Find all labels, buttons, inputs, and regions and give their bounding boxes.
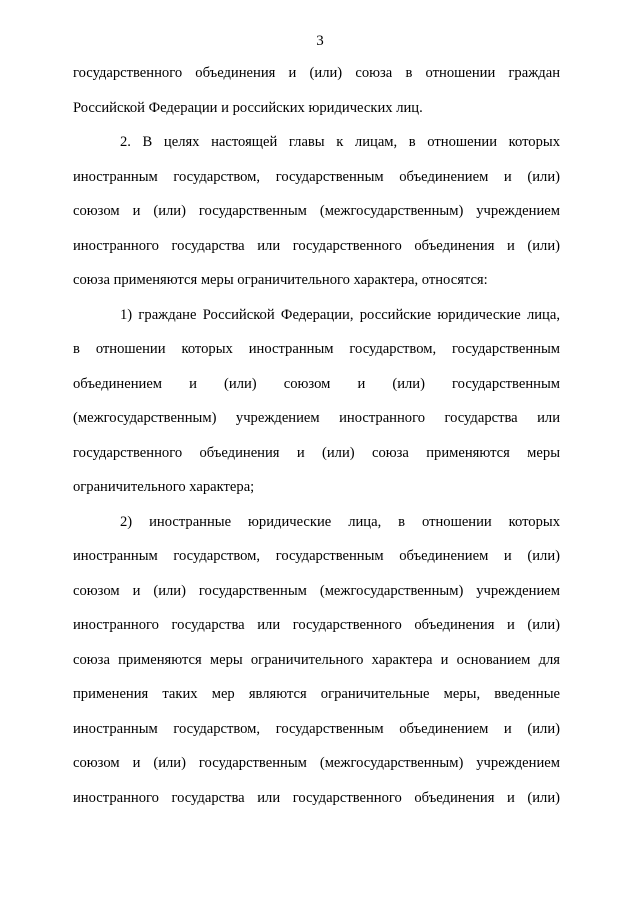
page-number: 3 <box>316 33 324 49</box>
text-line: союзом и (или) государственным (межгосударственным) учреждением <box>73 755 560 771</box>
text-line: союзом и (или) государственным (межгосударственным) учреждением <box>73 203 560 219</box>
text-line: союза применяются меры ограничительного характера и основанием для <box>73 651 560 668</box>
text-line: 2. В целях настоящей главы к лицам, в отношении которых <box>120 134 560 150</box>
text-line: иностранного государства или государственного объединения и (или) <box>73 617 560 633</box>
text-line: Российской Федерации и российских юридических лиц. <box>73 99 423 116</box>
text-line: государственного объединения и (или) союза применяются меры <box>73 444 560 461</box>
text-line: государственного объединения и (или) союза в отношении граждан <box>73 65 560 81</box>
text-line: 1) граждане Российской Федерации, российские юридические лица, <box>120 306 560 323</box>
text-line: объединением и (или) союзом и (или) государственным <box>73 375 560 392</box>
text-line: иностранным государством, государственным объединением и (или) <box>73 720 560 737</box>
text-line: ограничительного характера; <box>73 479 255 495</box>
text-line: иностранным государством, государственным объединением и (или) <box>73 548 560 564</box>
text-line: иностранного государства или государственного объединения и (или) <box>73 237 560 254</box>
text-line: иностранным государством, государственным объединением и (или) <box>73 168 560 185</box>
text-line: (межгосударственным) учреждением иностранного государства или <box>73 410 560 426</box>
text-line: 2) иностранные юридические лица, в отношении которых <box>120 513 560 530</box>
text-line: в отношении которых иностранным государством, государственным <box>73 341 560 357</box>
text-line: применения таких мер являются ограничительные меры, введенные <box>73 686 560 702</box>
text-line: иностранного государства или государственного объединения и (или) <box>73 789 560 806</box>
document-body <box>73 64 560 823</box>
text-line: союзом и (или) государственным (межгосударственным) учреждением <box>73 582 560 599</box>
text-line: союза применяются меры ограничительного характера, относятся: <box>73 272 488 288</box>
